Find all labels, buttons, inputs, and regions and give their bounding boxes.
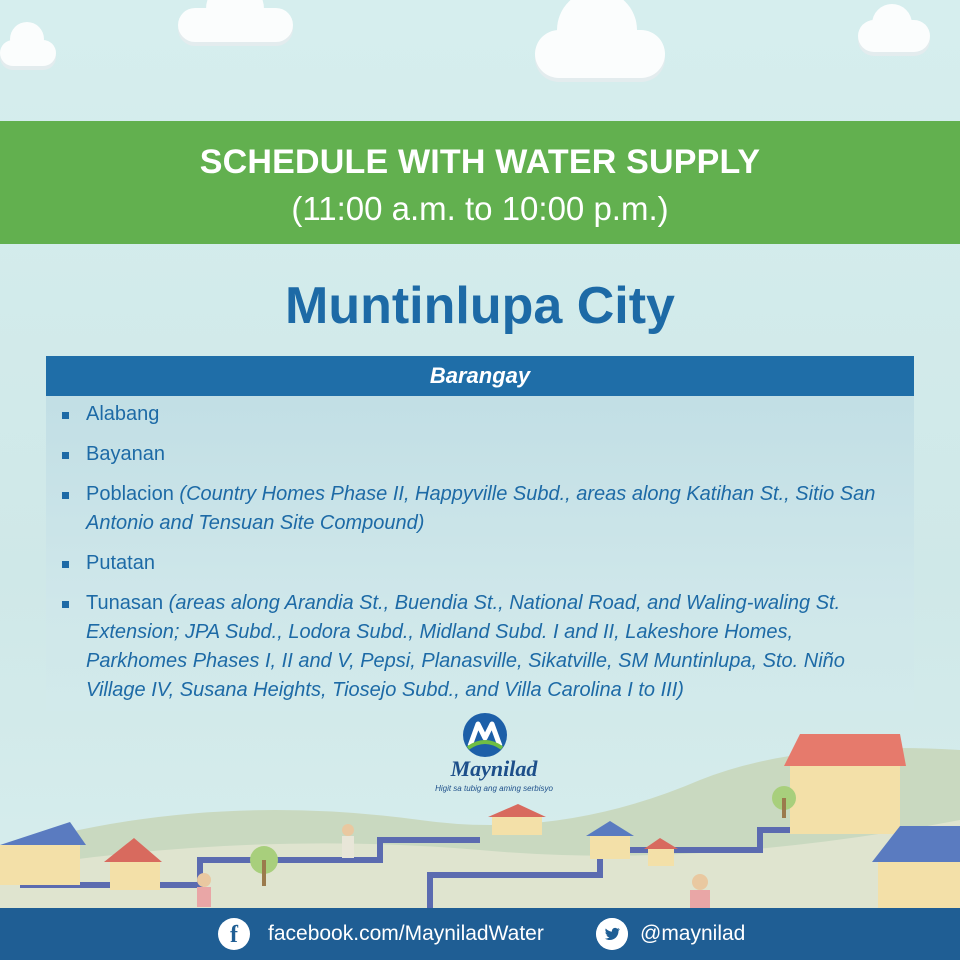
cloud-decoration <box>178 8 293 42</box>
banner-title: SCHEDULE WITH WATER SUPPLY <box>199 143 761 181</box>
list-item <box>62 589 896 705</box>
barangay-areas: (Country Homes Phase II, Happyville Subd., areas along Katihan St., Sitio San Antonio and Tensuan Site Compound) <box>86 483 876 534</box>
cloud-decoration <box>0 40 56 66</box>
twitter-handle[interactable]: @maynilad <box>640 922 746 945</box>
barangay-name: Poblacion <box>86 483 174 505</box>
list-item <box>62 400 896 429</box>
maynilad-logo <box>424 712 564 792</box>
twitter-icon[interactable] <box>596 918 628 950</box>
barangay-areas: (areas along Arandia St., Buendia St., National Road, and Waling-waling St. Extension; JPA Subd., Lodora Subd., Midland Subd. I and II, Lakeshore Homes, Parkhomes Phases I, II and V, Pepsi, Planasville, Sikatville, SM Muntinlupa, Sto. Niño Village IV, Susana Heights, Tiosejo Subd., and Villa Carolina I to III) <box>86 592 845 701</box>
social-footer <box>0 908 960 960</box>
barangay-table <box>46 356 914 711</box>
maynilad-logo-icon <box>462 712 508 758</box>
facebook-link[interactable]: facebook.com/MayniladWater <box>268 922 544 945</box>
banner-time: (11:00 a.m. to 10:00 p.m.) <box>291 190 669 227</box>
barangay-name: Alabang <box>86 403 160 425</box>
schedule-banner <box>0 121 960 244</box>
barangay-name: Bayanan <box>86 443 165 465</box>
barangay-list <box>46 396 914 705</box>
logo-name: Maynilad <box>450 756 538 781</box>
table-header: Barangay <box>46 356 914 396</box>
facebook-icon[interactable]: f <box>218 918 250 950</box>
list-item <box>62 549 896 578</box>
list-item <box>62 480 896 538</box>
cloud-decoration <box>858 20 930 52</box>
cloud-decoration <box>535 30 665 78</box>
barangay-name: Tunasan <box>86 592 164 614</box>
list-item <box>62 440 896 469</box>
barangay-name: Putatan <box>86 552 155 574</box>
logo-tagline: Higit sa tubig ang aming serbisyo <box>435 784 553 793</box>
city-title: Muntinlupa City <box>285 277 675 335</box>
